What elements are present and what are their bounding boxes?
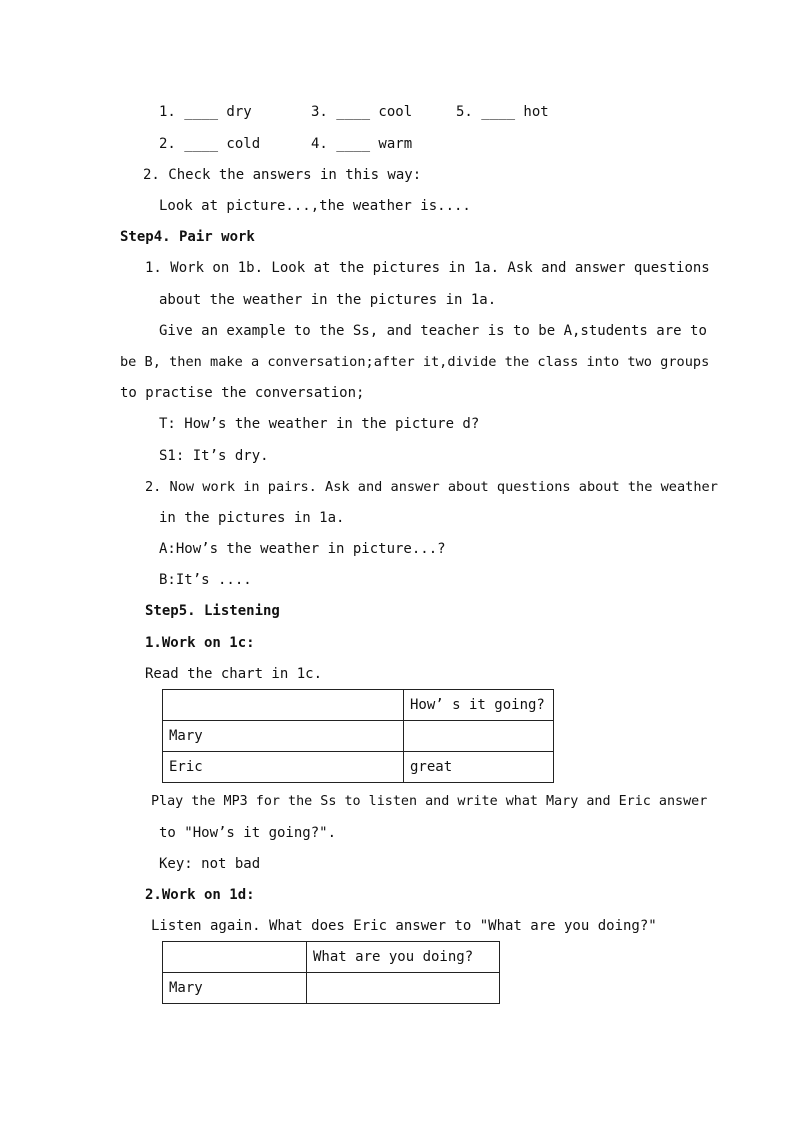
table-row	[163, 721, 554, 752]
exercise-item-2: 2. ____ cold	[159, 136, 261, 152]
table-row	[163, 973, 500, 1004]
table-header-cell: How’ s it going?	[404, 690, 554, 721]
step5-sub1: 1.Work on 1c:	[145, 635, 255, 651]
step5-heading: Step5. Listening	[145, 603, 280, 619]
step4-heading: Step4. Pair work	[120, 229, 255, 245]
exercise-item-3: 3. ____ cool	[311, 104, 413, 120]
step4-p1-line1: 1. Work on 1b. Look at the pictures in 1a. Ask and answer questions	[145, 260, 710, 276]
answer-key: Key: not bad	[159, 856, 261, 872]
exercise-item-1: 1. ____ dry	[159, 104, 252, 120]
table-cell: Eric	[163, 752, 404, 783]
dialog-a: A:How’s the weather in picture...?	[159, 541, 446, 557]
table-row	[163, 752, 554, 783]
table-cell: Mary	[163, 973, 307, 1004]
step5-sub2: 2.Work on 1d:	[145, 887, 255, 903]
table-row	[163, 942, 500, 973]
table-header-cell: What are you doing?	[307, 942, 500, 973]
step4-p1-line2: about the weather in the pictures in 1a.	[159, 292, 497, 308]
step4-p3-line1: 2. Now work in pairs. Ask and answer about questions about the weather	[145, 479, 718, 495]
read-chart-instruction: Read the chart in 1c.	[145, 666, 323, 682]
play-instruction-line1: Play the MP3 for the Ss to listen and write what Mary and Eric answer	[151, 794, 708, 809]
step4-p2-line2: be B, then make a conversation;after it,divide the class into two groups	[120, 354, 710, 370]
chart-1c-table	[162, 689, 554, 783]
table-row	[163, 690, 554, 721]
listen-again-instruction: Listen again. What does Eric answer to "What are you doing?"	[151, 918, 657, 934]
step4-p2-line1: Give an example to the Ss, and teacher is to be A,students are to	[159, 323, 707, 339]
table-cell: Mary	[163, 721, 404, 752]
chart-1d-table	[162, 941, 500, 1004]
step4-p2-line3: to practise the conversation;	[120, 385, 365, 401]
check-instruction: 2. Check the answers in this way:	[143, 167, 422, 183]
table-header-cell	[163, 942, 307, 973]
check-pattern: Look at picture...,the weather is....	[159, 198, 471, 214]
dialog-teacher: T: How’s the weather in the picture d?	[159, 416, 480, 432]
exercise-item-4: 4. ____ warm	[311, 136, 413, 152]
table-cell	[404, 721, 554, 752]
exercise-item-5: 5. ____ hot	[456, 104, 549, 120]
dialog-b: B:It’s ....	[159, 572, 252, 588]
step4-p3-line2: in the pictures in 1a.	[159, 510, 345, 526]
table-cell	[307, 973, 500, 1004]
table-cell: great	[404, 752, 554, 783]
dialog-student: S1: It’s dry.	[159, 448, 269, 464]
table-header-cell	[163, 690, 404, 721]
play-instruction-line2: to "How’s it going?".	[159, 825, 337, 841]
